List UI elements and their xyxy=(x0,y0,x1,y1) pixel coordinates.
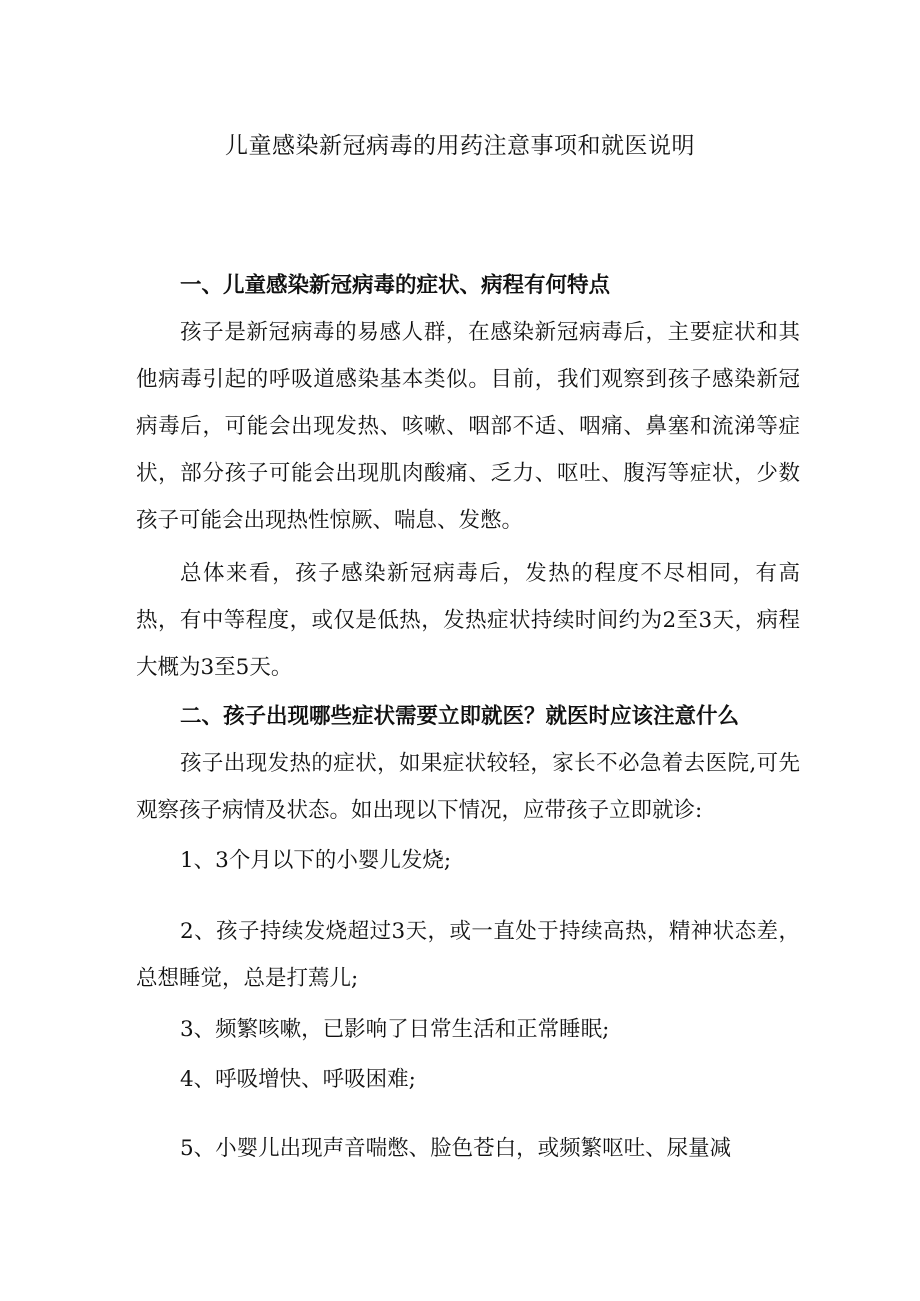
section-1-heading: 一、儿童感染新冠病毒的症状、病程有何特点 xyxy=(180,273,611,298)
list-item-1: 1、3个月以下的小婴儿发烧; xyxy=(180,848,452,873)
section-2-heading: 二、孩子出现哪些症状需要立即就医？就医时应该注意什么 xyxy=(180,704,740,729)
document-title: 儿童感染新冠病毒的用药注意事项和就医说明 xyxy=(225,133,695,159)
list-item-2: 2、孩子持续发烧超过3天，或一直处于持续高热，精神状态差，总想睡觉，总是打蔫儿; xyxy=(136,919,800,991)
section-1-paragraph-2: 总体来看，孩子感染新冠病毒后，发热的程度不尽相同，有高热，有中等程度，或仅是低热，发热症状持续时间约为2至3天，病程大概为3至5天。 xyxy=(136,561,800,680)
section-1-paragraph-1: 孩子是新冠病毒的易感人群，在感染新冠病毒后，主要症状和其他病毒引起的呼吸道感染基本类似。目前，我们观察到孩子感染新冠病毒后，可能会出现发热、咳嗽、咽部不适、咽痛、鼻塞和流涕等症状，部分孩子可能会出现肌肉酸痛、乏力、呕吐、腹泻等症状，少数孩子可能会出现热性惊厥、喘息、发憋。 xyxy=(136,320,800,533)
list-item-4: 4、呼吸增快、呼吸困难; xyxy=(180,1067,416,1092)
list-item-5: 5、小婴儿出现声音喘憋、脸色苍白，或频繁呕吐、尿量减 xyxy=(180,1136,732,1161)
list-item-3: 3、频繁咳嗽，已影响了日常生活和正常睡眠; xyxy=(180,1017,610,1042)
section-2-paragraph-1: 孩子出现发热的症状，如果症状较轻，家长不必急着去医院,可先观察孩子病情及状态。如出现以下情况，应带孩子立即就诊: xyxy=(136,751,800,823)
